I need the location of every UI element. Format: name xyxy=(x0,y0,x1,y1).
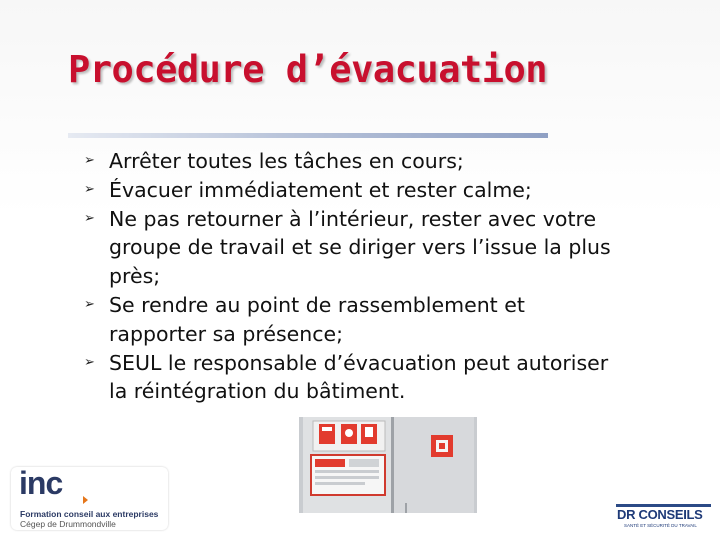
slide-title: Procédure d’évacuation xyxy=(68,48,548,91)
inc-logo xyxy=(11,467,168,530)
bullet-text-line: près; xyxy=(109,264,161,289)
bullet-text-line: la réintégration du bâtiment. xyxy=(109,379,406,404)
bullet-text-line: Se rendre au point de rassemblement et xyxy=(109,292,525,317)
arrowhead-bullet-icon: ➢ xyxy=(84,181,95,197)
bullet-text-line: groupe de travail et se diriger vers l’issue la plus xyxy=(109,235,611,260)
fire-alarm-panel-photo xyxy=(299,417,477,513)
bullet-item xyxy=(84,349,704,407)
bullet-text: Arrêter toutes les tâches en cours; xyxy=(109,149,464,173)
dr-logo-tagline: SANTÉ ET SÉCURITÉ DU TRAVAIL xyxy=(624,523,697,528)
inc-logo-line1: Formation conseil aux entreprises xyxy=(20,509,159,519)
inc-logo-word: inc xyxy=(19,465,63,501)
bullet-item xyxy=(84,147,704,176)
arrowhead-bullet-icon: ➢ xyxy=(84,296,95,312)
arrowhead-bullet-icon: ➢ xyxy=(84,210,95,226)
inc-arrow-icon xyxy=(83,496,88,504)
bullet-text: Évacuer immédiatement et rester calme; xyxy=(109,177,532,202)
arrowhead-bullet-icon: ➢ xyxy=(84,354,95,370)
dr-conseils-logo xyxy=(612,504,712,534)
arrowhead-bullet-icon: ➢ xyxy=(84,153,95,168)
bullet-item xyxy=(84,176,704,205)
bullet-text-line: rapporter sa présence; xyxy=(109,321,344,346)
dr-logo-name: DR CONSEILS xyxy=(617,507,703,522)
bullet-list xyxy=(84,147,704,406)
bullet-text-line: SEUL le responsable d’évacuation peut autoriser xyxy=(109,350,609,375)
bullet-text-line: Ne pas retourner à l’intérieur, rester avec votre xyxy=(109,206,597,231)
inc-logo-line2: Cégep de Drummondville xyxy=(20,519,116,529)
bullet-item xyxy=(84,205,704,291)
title-underline xyxy=(68,133,548,138)
bullet-item xyxy=(84,291,704,349)
